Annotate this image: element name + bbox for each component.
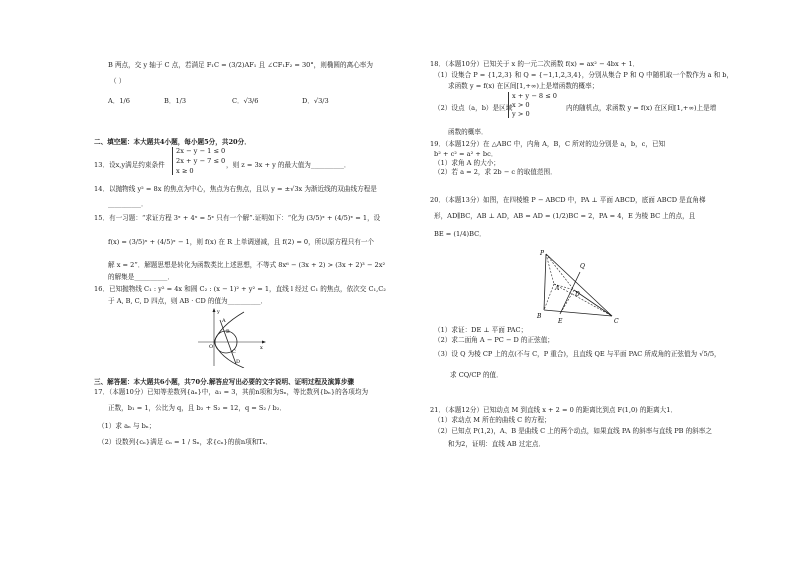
q17-part-1: （1）求 aₙ 与 bₙ； — [98, 422, 156, 430]
q18-region-1: x + y − 8 ≤ 0 — [512, 92, 557, 100]
q18-part-1: （1）设集合 P = {1,2,3} 和 Q = {−1,1,2,3,4}，分别从集合 P 和 Q 中随机取一个数作为 a 和 b， — [434, 71, 734, 79]
q12-option-b: B．1/3 — [164, 97, 187, 105]
q20-pyramid-figure — [534, 248, 630, 326]
q19-part-1: （1）求角 A 的大小； — [434, 159, 500, 167]
label-e: E — [558, 318, 563, 325]
label-q: Q — [580, 263, 585, 270]
q20-part-3-end: 求 CQ/CP 的值． — [450, 371, 503, 379]
q20-part-1: （1）求证：DE ⊥ 平面 PAC； — [434, 326, 528, 334]
q16-line-1: 16．已知抛物线 C₁ : y² = 4x 和圆 C₂ : (x − 1)² + y² = 1，直线 l 经过 C₁ 的焦点，依次交 C₁,C₂ — [94, 285, 386, 293]
q21-part-1: （1）求动点 M 所在的曲线 C 的方程； — [434, 416, 551, 424]
edge-pb — [544, 254, 546, 310]
q16-parabola-circle-figure — [196, 306, 268, 368]
q14-line-1: 14．以抛物线 y² = 8x 的焦点为中心，焦点为右焦点，且以 y = ±√3x 为渐近线的双曲线方程是 — [94, 185, 377, 193]
q18-part-2-cont: 内的随机点，求函数 y = f(x) 在区间[1,+∞)上是增 — [566, 104, 717, 112]
label-a: A — [555, 285, 560, 292]
edge-pa — [546, 254, 554, 284]
q17-part-2: （2）设数列{cₙ}满足 cₙ = 1 / Sₙ，求{cₙ}的前n项和Tₙ． — [98, 438, 273, 446]
edge-pd — [546, 254, 574, 290]
label-b: B — [537, 313, 542, 320]
q12-option-c: C．√3/6 — [232, 97, 259, 105]
q13-constraint-2: 2x + y − 7 ≤ 0 — [176, 157, 226, 165]
q13-constraint-system — [172, 147, 225, 175]
label-x: x — [260, 345, 263, 351]
label-b: B — [226, 329, 230, 335]
label-p: P — [540, 250, 545, 257]
q18-region-2: x > 0 — [512, 101, 530, 109]
q19-line-1: 19．（本题12分）在 △ABC 中，内角 A，B，C 所对的边分别是 a，b，c，已知 — [430, 140, 666, 148]
q21-part-2-end: 和为2，证明：直线 AB 过定点． — [448, 440, 546, 448]
q18-part-2: （2）设点（a，b）是区域 — [434, 104, 513, 112]
q12-answer-blank: （ ） — [110, 77, 126, 85]
q20-part-2: （2）求二面角 A − PC − D 的正弦值； — [434, 336, 554, 344]
edge-ab — [544, 284, 554, 310]
section-2-heading: 二、填空题：本大题共4小题，每小题5分，共20分． — [94, 138, 251, 146]
label-a: A — [222, 318, 226, 324]
q15-line-4: 的解集是__________． — [108, 273, 174, 281]
q20-line-3: BE = (1/4)BC． — [434, 230, 486, 238]
label-c: C — [614, 318, 619, 325]
label-d: D — [236, 359, 241, 365]
q18-region-system — [508, 92, 557, 118]
q18-line-1: 18．（本题10分）已知关于 x 的一元二次函数 f(x) = ax² − 4bx + 1． — [430, 60, 640, 68]
q13-constraint-3: x ≥ 0 — [176, 167, 194, 175]
label-origin: O — [209, 344, 214, 350]
q15-line-1: 15．有一习题：“求证方程 3ˣ + 4ˣ = 5ˣ 只有一个解”.证明如下：“化为 (3/5)ˣ + (4/5)ˣ = 1，设 — [94, 214, 381, 222]
q15-line-2: f(x) = (3/5)ˣ + (4/5)ˣ − 1，则 f(x) 在 R 上单调递减，且 f(2) = 0，所以原方程只有一个 — [108, 238, 375, 246]
q14-line-2: __________． — [108, 200, 148, 208]
q20-part-3: （3）设 Q 为棱 CP 上的点(不与 C，P 重合)，且直线 QE 与平面 PAC 所成角的正弦值为 √5/5， — [434, 350, 721, 358]
q18-part-2-end: 函数的概率． — [448, 128, 488, 136]
q13-lead: 13．设x,y满足约束条件 — [94, 161, 165, 169]
edge-bc — [544, 310, 612, 316]
q12-option-a: A．1/6 — [108, 97, 130, 105]
q20-line-1: 20．（本题13分）如图，在四棱锥 P − ABCD 中，PA ⊥ 平面 ABCD，底面 ABCD 是直角梯 — [430, 196, 706, 204]
q13-question: ，则 z = 3x + y 的最大值为__________． — [226, 161, 351, 169]
q17-line-2: 正数，b₁ = 1，公比为 q，且 b₂ + S₂ = 12，q = S₂ / b₂． — [108, 404, 286, 412]
q16-line-2: 于 A, B, C, D 四点，则 AB · CD 的值为__________． — [108, 297, 268, 305]
q20-line-2: 形，AD∥BC，AB ⊥ AD，AB = AD = (1/2)BC = 2，PA = 4，E 为棱 BC 上的点，且 — [434, 212, 696, 220]
q18-region-3: y > 0 — [512, 110, 530, 118]
q21-part-2: （2）已知点 P(1,2)，A、B 是曲线 C 上的两个动点，如果直线 PA 的斜率与直线 PB 的斜率之 — [434, 427, 712, 435]
label-d: D — [575, 291, 580, 298]
q19-line-2: b² + c² = a² + bc． — [434, 150, 498, 158]
q15-line-3: 解 x = 2”．解题思想是转化为函数类比上述思想，不等式 8x⁶ − (3x + 2) > (3x + 2)³ − 2x² — [108, 261, 386, 269]
q19-part-2: （2）若 a = 2，求 2b − c 的取值范围． — [434, 168, 557, 176]
q13-constraint-1: 2x − y − 1 ≤ 0 — [176, 147, 226, 155]
q12-continuation: B 两点，交 y 轴于 C 点，若满足 F₁C = (3/2)AF₁ 且 ∠CF₁F₂ = 30°，则椭圆的离心率为 — [108, 61, 373, 69]
q21-line-1: 21．（本题12分）已知动点 M 到直线 x + 2 = 0 的距离比到点 F(1,0) 的距离大1． — [430, 406, 678, 414]
label-c: C — [232, 349, 236, 355]
y-axis-arrow — [213, 308, 216, 312]
q17-line-1: 17．（本题10分）已知等差数列{aₙ}中，a₁ = 3，其前n项和为Sₙ，等比数列{bₙ}的各项均为 — [94, 388, 369, 396]
label-y: y — [217, 309, 220, 315]
section-3-heading: 三、解答题：本大题共6小题，共70分.解答应写出必要的文字说明、证明过程及演算步骤 — [94, 378, 355, 386]
q18-part-1-cont: 求函数 y = f(x) 在区间[1,+∞)上是增函数的概率； — [448, 82, 599, 90]
x-axis-arrow — [262, 341, 266, 344]
q12-option-d: D．√3/3 — [302, 97, 329, 105]
